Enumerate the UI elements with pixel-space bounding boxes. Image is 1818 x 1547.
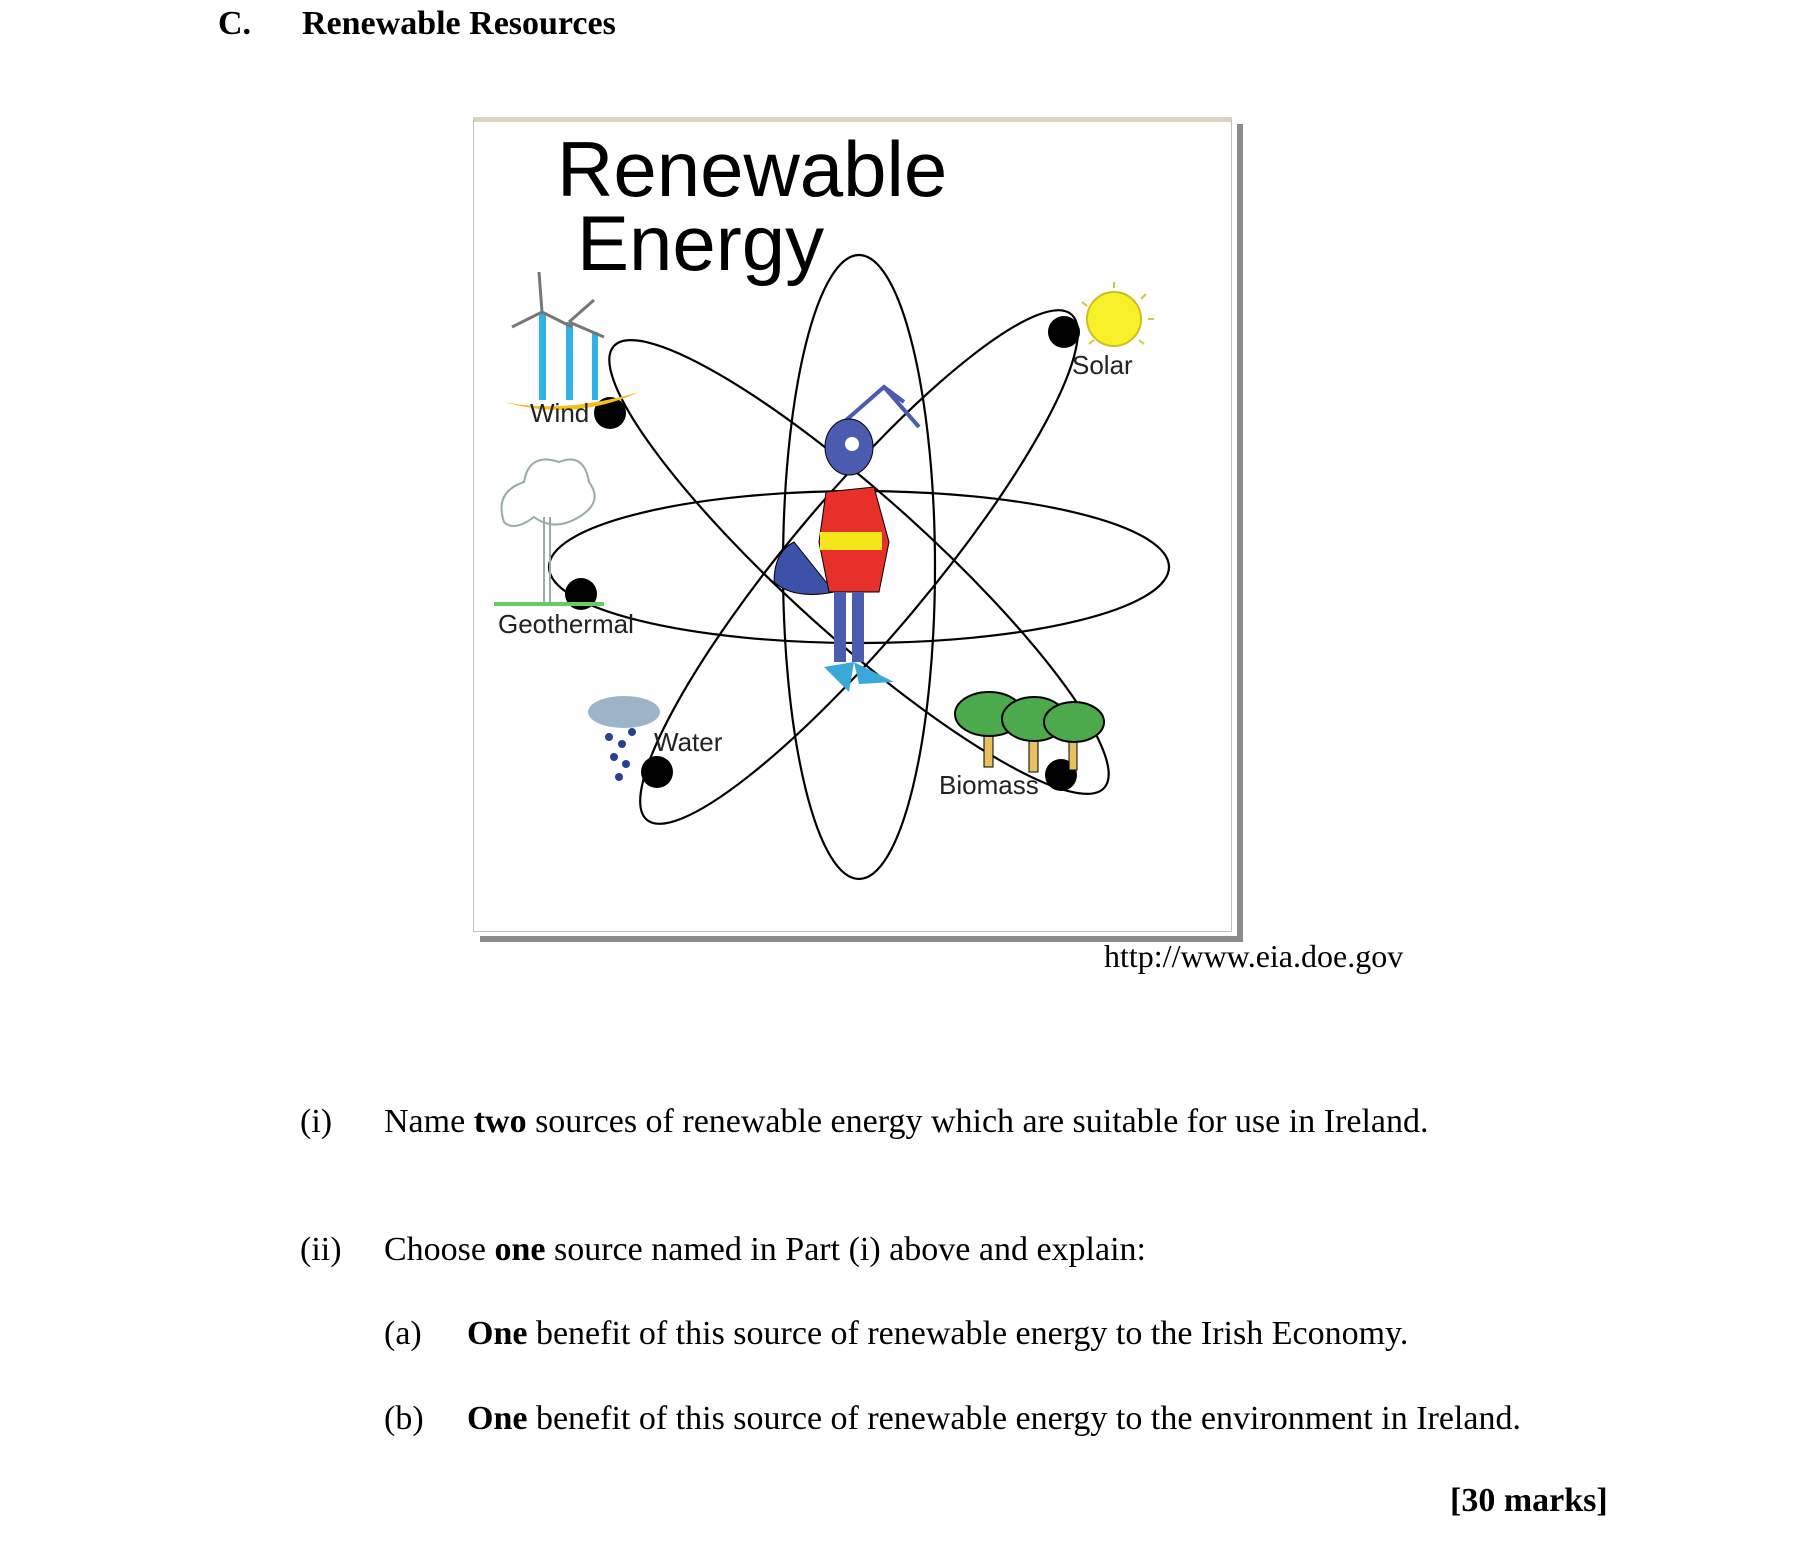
label-solar: Solar bbox=[1072, 350, 1133, 380]
source-url: http://www.eia.doe.gov bbox=[1104, 938, 1404, 974]
wind-turbine-icon bbox=[504, 272, 639, 410]
question-i-number: (i) bbox=[300, 1103, 333, 1140]
figure-title-line1: Renewable bbox=[557, 125, 948, 213]
label-water: Water bbox=[654, 727, 723, 757]
label-biomass: Biomass bbox=[939, 770, 1039, 800]
figure-title-line2: Energy bbox=[577, 199, 825, 287]
question-a-text: One benefit of this source of renewable energy to the Irish Economy. bbox=[467, 1315, 1409, 1352]
question-a-number: (a) bbox=[384, 1315, 422, 1352]
trees-icon bbox=[955, 692, 1104, 772]
mascot-character-icon bbox=[774, 387, 919, 692]
marks-total: [30 marks] bbox=[1450, 1482, 1608, 1519]
solar-dot bbox=[1048, 316, 1080, 348]
water-dot bbox=[641, 756, 673, 788]
sun-icon bbox=[1082, 282, 1154, 346]
section-letter: C. bbox=[218, 5, 252, 42]
label-geothermal: Geothermal bbox=[498, 609, 634, 639]
label-wind: Wind bbox=[530, 398, 590, 428]
section-title: Renewable Resources bbox=[302, 5, 616, 42]
question-b-number: (b) bbox=[384, 1400, 424, 1437]
question-ii-number: (ii) bbox=[300, 1231, 342, 1268]
question-b-text: One benefit of this source of renewable energy to the environment in Ireland. bbox=[467, 1400, 1521, 1437]
question-i-text: Name two sources of renewable energy which are suitable for use in Ireland. bbox=[384, 1103, 1429, 1140]
renewable-energy-figure bbox=[473, 117, 1232, 932]
question-ii-text: Choose one source named in Part (i) above and explain: bbox=[384, 1231, 1146, 1268]
